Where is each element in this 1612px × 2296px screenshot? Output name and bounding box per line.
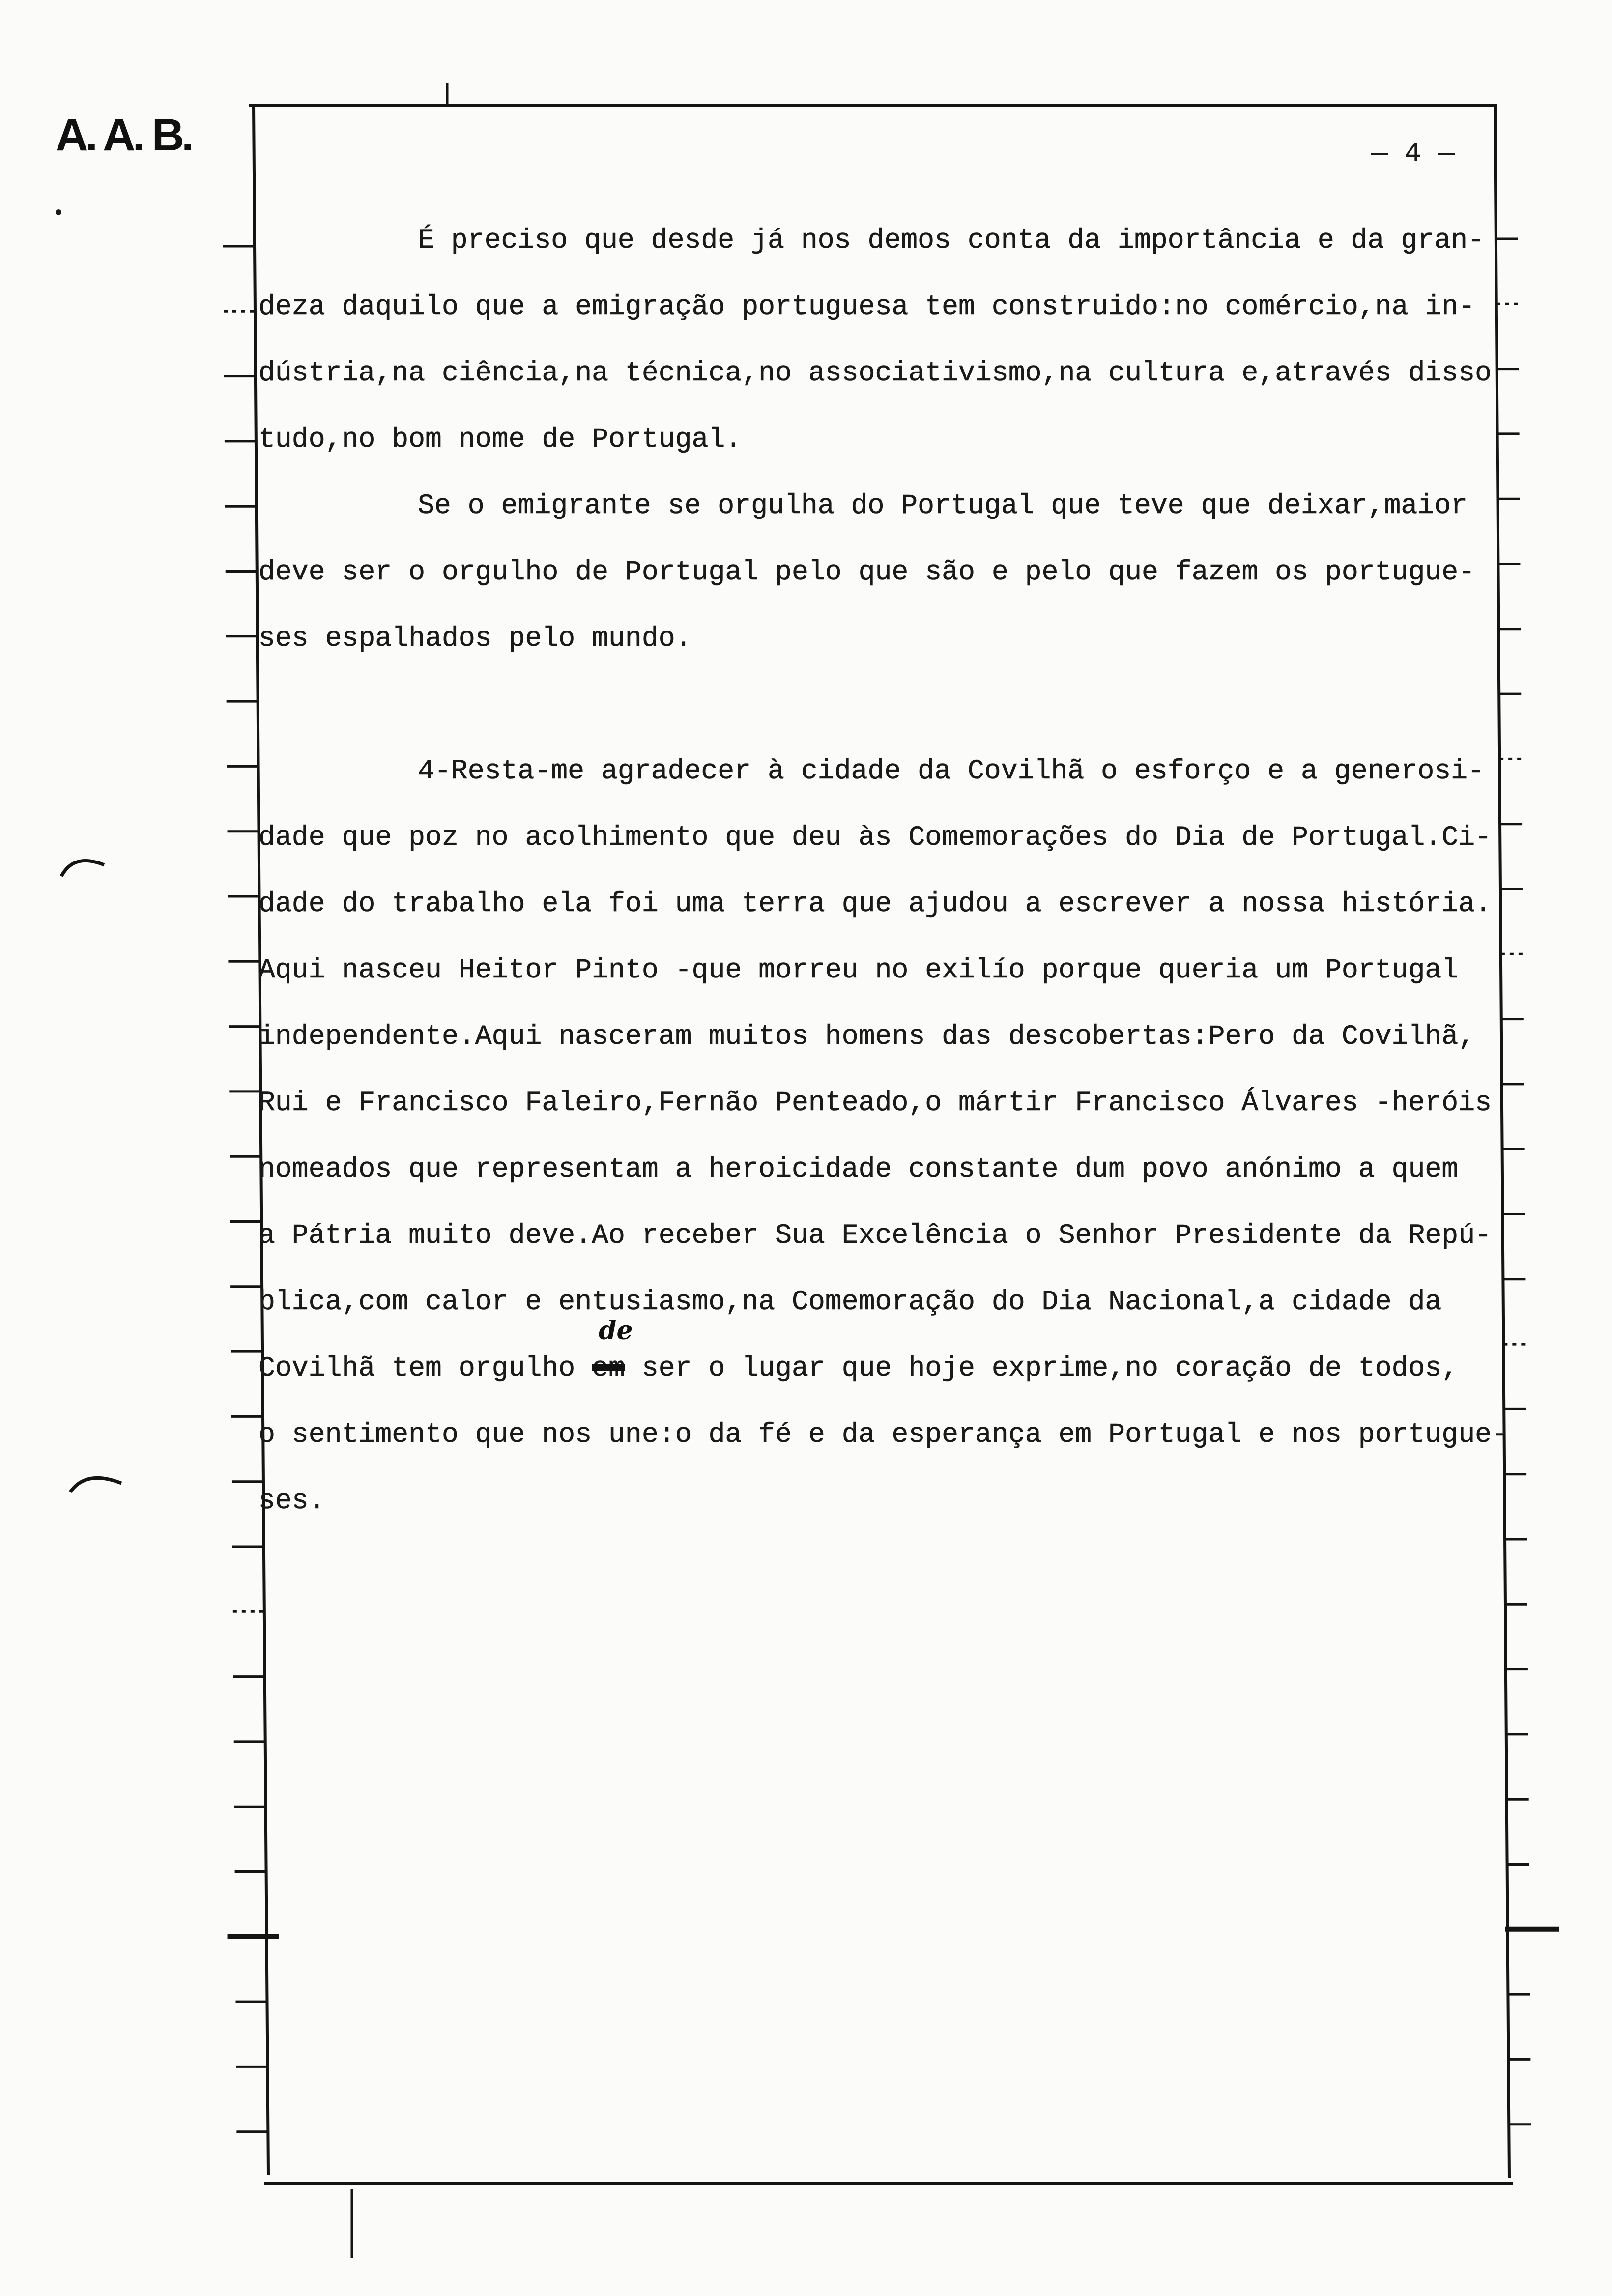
line-text-before-correction: Covilhã tem orgulho <box>259 1352 592 1384</box>
line-text-after-correction: ser o lugar que hoje exprime,no coração de todos, <box>625 1352 1459 1384</box>
handwritten-correction: de <box>599 1316 633 1346</box>
paragraph-3 <box>259 738 1508 1534</box>
corrected-text-line <box>259 1316 1508 1402</box>
text-line: dade que poz no acolhimento que deu às Comemorações do Dia de Portugal.Ci- <box>259 822 1492 853</box>
text-line: Aqui nasceu Heitor Pinto -que morreu no exilío porque queria um Portugal <box>259 954 1459 986</box>
text-line: dade do trabalho ela foi uma terra que ajudou a escrever a nossa história. <box>259 888 1492 919</box>
author-initials: A. A. B. <box>56 110 191 160</box>
paragraph-1 <box>259 207 1508 473</box>
text-line: nomeados que representam a heroicidade constante dum povo anónimo a quem <box>259 1153 1459 1185</box>
text-line: ses. <box>259 1485 325 1517</box>
document-body <box>259 207 1508 1534</box>
text-line: tudo,no bom nome de Portugal. <box>259 424 742 455</box>
text-line: independente.Aqui nasceram muitos homens das descobertas:Pero da Covilhã, <box>259 1021 1475 1052</box>
text-line: dústria,na ciência,na técnica,no associativismo,na cultura e,através disso <box>259 357 1492 389</box>
text-line: deve ser o orgulho de Portugal pelo que são e pelo que fazem os portugue- <box>259 556 1475 588</box>
text-line: É preciso que desde já nos demos conta da importância e da gran- <box>418 225 1484 256</box>
page-number: — 4 — <box>1371 138 1455 170</box>
struck-out-word <box>592 1316 633 1384</box>
punch-hole-mark <box>70 1478 121 1492</box>
paragraph-2 <box>259 473 1508 672</box>
text-line: deza daquilo que a emigração portuguesa tem construido:no comércio,na in- <box>259 291 1475 322</box>
text-line: 4-Resta-me agradecer à cidade da Covilhã o esforço e a generosi- <box>418 755 1484 787</box>
text-line: a Pátria muito deve.Ao receber Sua Excelência o Senhor Presidente da Repú- <box>259 1220 1492 1251</box>
text-line: Rui e Francisco Faleiro,Fernão Penteado,o mártir Francisco Álvares -heróis <box>259 1087 1492 1119</box>
text-line: blica,com calor e entusiasmo,na Comemoração do Dia Nacional,a cidade da <box>259 1286 1442 1318</box>
text-line: Se o emigrante se orgulha do Portugal que teve que deixar,maior <box>418 490 1468 521</box>
text-line: ses espalhados pelo mundo. <box>259 623 692 654</box>
text-line: o sentimento que nos une:o da fé e da esperança em Portugal e nos portugue- <box>259 1419 1508 1450</box>
struck-text: em <box>592 1352 625 1384</box>
punch-hole-mark <box>61 861 104 876</box>
ink-dot <box>56 209 61 215</box>
